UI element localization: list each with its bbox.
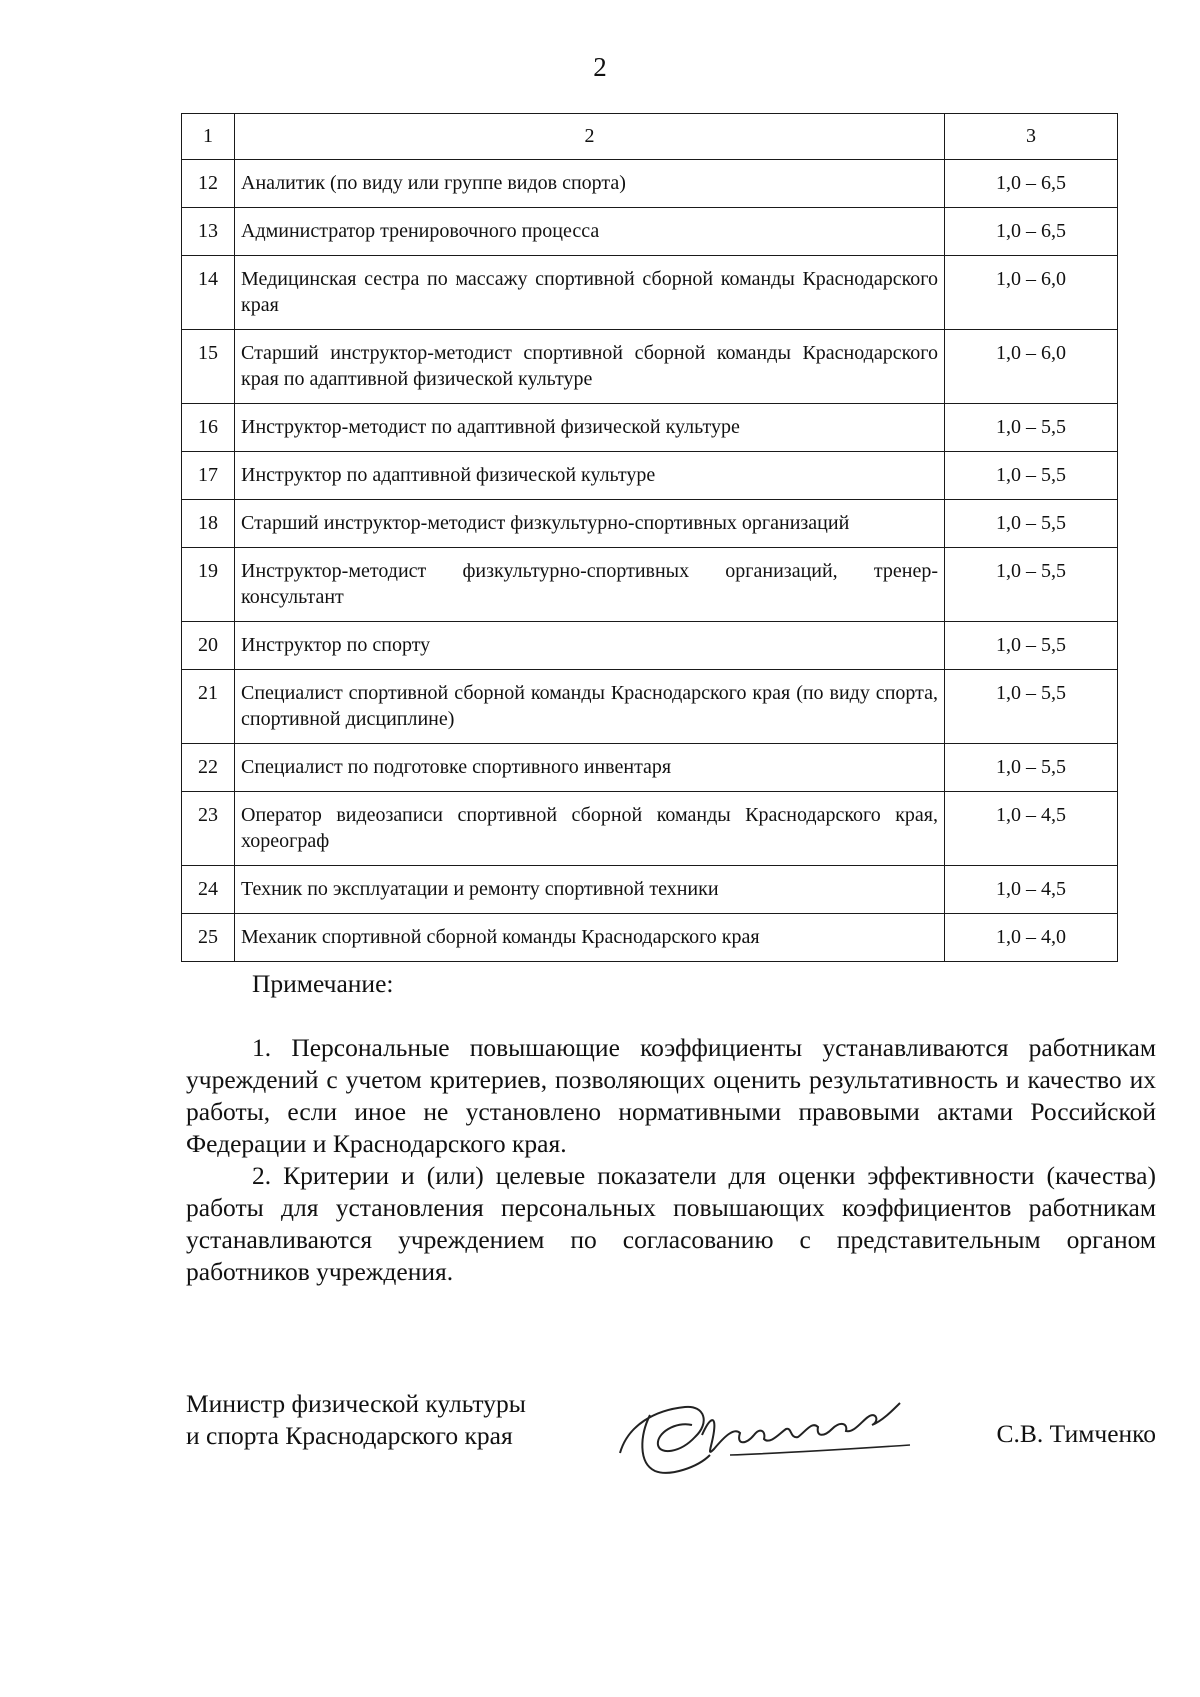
row-number: 19: [182, 548, 235, 622]
position-name: Специалист спортивной сборной команды Краснодарского края (по виду спорта, спортивной дисциплине): [235, 670, 945, 744]
coefficient-range: 1,0 – 4,5: [945, 866, 1118, 914]
row-number: 12: [182, 160, 235, 208]
row-number: 16: [182, 404, 235, 452]
row-number: 22: [182, 744, 235, 792]
table-row: [182, 548, 1118, 622]
position-name: Инструктор-методист физкультурно-спортивных организаций, тренер-консультант: [235, 548, 945, 622]
column-header-2: 2: [235, 114, 945, 160]
table-row: [182, 330, 1118, 404]
position-name: Инструктор-методист по адаптивной физической культуре: [235, 404, 945, 452]
row-number: 20: [182, 622, 235, 670]
signatory-position: [186, 1388, 526, 1452]
position-name: Старший инструктор-методист спортивной сборной команды Краснодарского края по адаптивной физической культуре: [235, 330, 945, 404]
note-item: 2. Критерии и (или) целевые показатели для оценки эффективности (качества) работы для установления персональных повышающих коэффициентов работникам устанавливаются учреждением по согласованию с представительным органом работников учреждения.: [186, 1161, 1156, 1286]
page-number: 2: [593, 52, 607, 82]
table-row: [182, 866, 1118, 914]
coefficient-range: 1,0 – 5,5: [945, 452, 1118, 500]
note-item: 1. Персональные повышающие коэффициенты устанавливаются работникам учреждений с учетом критериев, позволяющих оценить результативность и качество их работы, если иное не установлено нормативными правовыми актами Российской Федерации и Краснодарского края.: [186, 1033, 1156, 1158]
coefficient-range: 1,0 – 6,5: [945, 208, 1118, 256]
coefficient-range: 1,0 – 4,5: [945, 792, 1118, 866]
position-name: Механик спортивной сборной команды Краснодарского края: [235, 914, 945, 962]
row-number: 15: [182, 330, 235, 404]
coefficient-range: 1,0 – 6,5: [945, 160, 1118, 208]
position-name: Техник по эксплуатации и ремонту спортивной техники: [235, 866, 945, 914]
signatory-name: С.В. Тимченко: [996, 1419, 1156, 1448]
position-name: Инструктор по спорту: [235, 622, 945, 670]
signatory-position-line: и спорта Краснодарского края: [186, 1421, 513, 1450]
signatory-position-line: Министр физической культуры: [186, 1389, 526, 1418]
coefficient-range: 1,0 – 6,0: [945, 330, 1118, 404]
row-number: 24: [182, 866, 235, 914]
table-row: [182, 256, 1118, 330]
coefficient-range: 1,0 – 5,5: [945, 500, 1118, 548]
position-name: Старший инструктор-методист физкультурно-спортивных организаций: [235, 500, 945, 548]
row-number: 25: [182, 914, 235, 962]
column-header-3: 3: [945, 114, 1118, 160]
coefficient-range: 1,0 – 4,0: [945, 914, 1118, 962]
coefficient-range: 1,0 – 5,5: [945, 548, 1118, 622]
table-row: [182, 792, 1118, 866]
table-row: [182, 160, 1118, 208]
row-number: 17: [182, 452, 235, 500]
position-name: Специалист по подготовке спортивного инвентаря: [235, 744, 945, 792]
handwritten-signature: [610, 1375, 970, 1495]
position-name: Инструктор по адаптивной физической культуре: [235, 452, 945, 500]
coefficient-range: 1,0 – 5,5: [945, 744, 1118, 792]
table-row: [182, 404, 1118, 452]
table-row: [182, 622, 1118, 670]
row-number: 23: [182, 792, 235, 866]
row-number: 21: [182, 670, 235, 744]
row-number: 14: [182, 256, 235, 330]
position-name: Медицинская сестра по массажу спортивной сборной команды Краснодарского края: [235, 256, 945, 330]
table-row: [182, 744, 1118, 792]
column-header-1: 1: [182, 114, 235, 160]
position-name: Оператор видеозаписи спортивной сборной команды Краснодарского края, хореограф: [235, 792, 945, 866]
row-number: 18: [182, 500, 235, 548]
position-name: Администратор тренировочного процесса: [235, 208, 945, 256]
note-title: Примечание:: [252, 969, 394, 998]
coefficient-range: 1,0 – 5,5: [945, 622, 1118, 670]
note-list: [186, 1032, 1156, 1288]
table-row: [182, 500, 1118, 548]
row-number: 13: [182, 208, 235, 256]
position-name: Аналитик (по виду или группе видов спорта): [235, 160, 945, 208]
table-header-row: [182, 114, 1118, 160]
coefficient-range: 1,0 – 5,5: [945, 404, 1118, 452]
table-row: [182, 452, 1118, 500]
coefficients-table: [181, 113, 1118, 962]
table-row: [182, 914, 1118, 962]
coefficient-range: 1,0 – 6,0: [945, 256, 1118, 330]
table-row: [182, 208, 1118, 256]
table-row: [182, 670, 1118, 744]
coefficient-range: 1,0 – 5,5: [945, 670, 1118, 744]
